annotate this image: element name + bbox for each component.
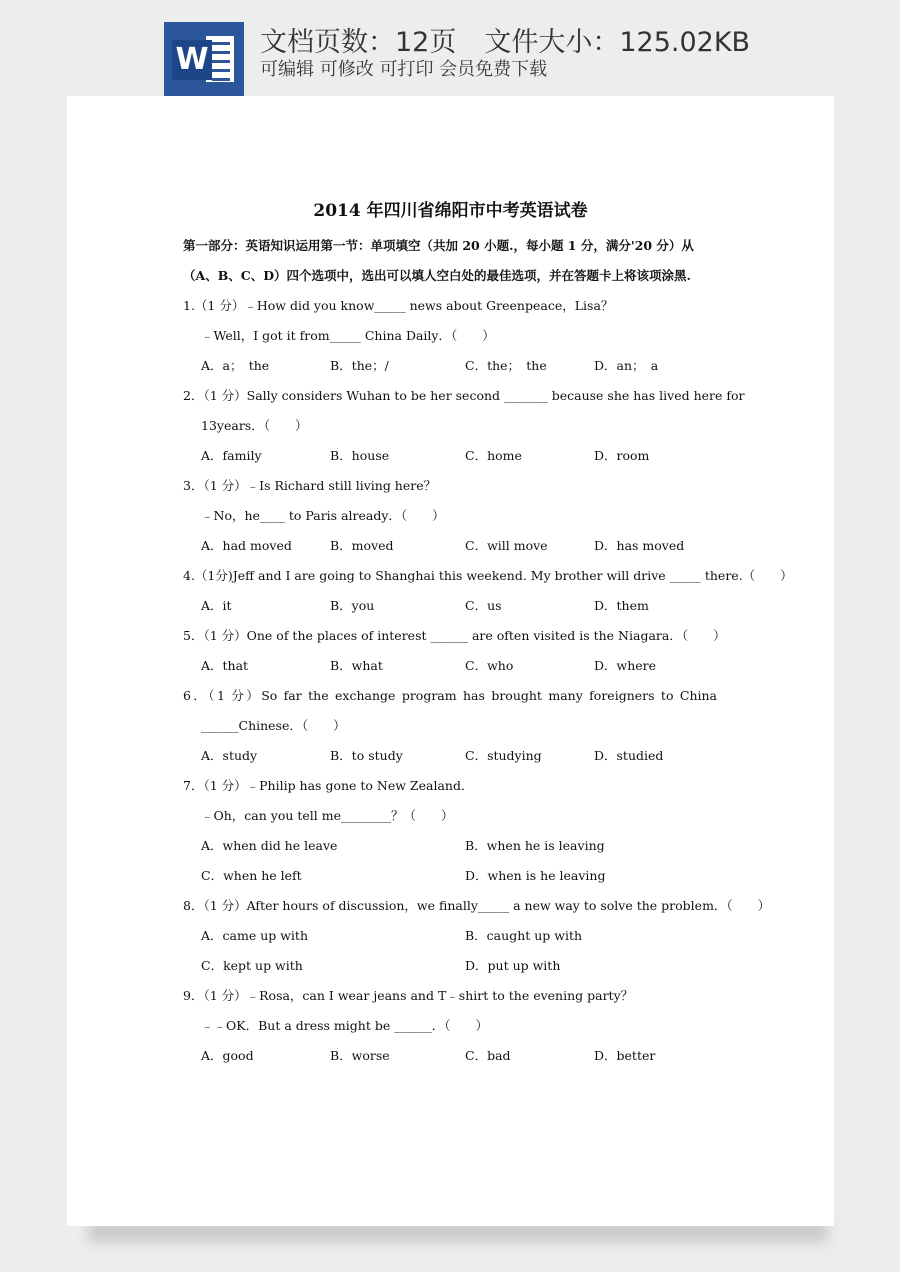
question-6-stem-cont: ______Chinese．（ ） [201,718,346,733]
question-3-option-c: C．will move [465,538,548,553]
question-2-option-a: A．family [201,448,262,463]
question-1-option-b: B．the；/ [330,358,389,373]
question-6-option-d: D．studied [594,748,664,763]
question-9-reply: ﹣﹣OK．But a dress might be ______．（ ） [201,1018,488,1033]
question-2-stem-cont: 13years．（ ） [201,418,308,433]
question-3-stem: 3．（1 分）﹣Is Richard still living here？ [183,478,437,493]
question-7-stem: 7．（1 分）﹣Philip has gone to New Zealand． [183,778,474,793]
question-2-option-d: D．room [594,448,650,463]
file-size-label: 文件大小：125.02KB [484,27,751,58]
question-1-reply: ﹣Well，I got it from_____ China Daily．（ ） [201,328,495,343]
question-7-option-c: C．when he left [201,868,302,883]
question-9-option-a: A．good [201,1048,254,1063]
question-5-option-a: A．that [201,658,249,673]
word-document-icon: W [164,22,244,96]
question-3-option-a: A．had moved [201,538,292,553]
question-6-option-a: A．study [201,748,258,763]
question-9-option-d: D．better [594,1048,656,1063]
question-6-option-c: C．studying [465,748,542,763]
question-2-option-c: C．home [465,448,522,463]
question-4-option-d: D．them [594,598,649,613]
question-4-option-c: C．us [465,598,502,613]
question-8-stem: 8．（1 分）After hours of discussion，we finally_____ a new way to solve the problem．（ ） [183,898,771,913]
feature-tags: 可编辑 可修改 可打印 会员免费下载 [260,59,548,80]
question-9-option-c: C．bad [465,1048,511,1063]
question-3-reply: ﹣No，he____ to Paris already．（ ） [201,508,445,523]
question-5-stem: 5．（1 分）One of the places of interest ______ are often visited is the Niagara．（ ） [183,628,726,643]
question-8-option-d: D．put up with [465,958,561,973]
document-title: 2014 年四川省绵阳市中考英语试卷 [313,201,588,221]
question-1-option-a: A．a； the [201,358,270,373]
question-1-option-c: C．the； the [465,358,547,373]
question-9-option-b: B．worse [330,1048,390,1063]
question-6-stem: 6．（1 分）So far the exchange program has brought many foreigners to China [183,688,717,703]
question-5-option-d: D．where [594,658,657,673]
section-instructions-line-2: （A、B、C、D）四个选项中，选出可以填人空白处的最佳选项，并在答题卡上将该项涂黑. [183,268,691,283]
document-page [67,96,834,1226]
page-count-label: 文档页数：12页 [260,27,457,58]
question-1-option-d: D．an； a [594,358,659,373]
question-4-stem: 4.（1分)Jeff and I are going to Shanghai this weekend. My brother will drive _____ there.（ ） [183,568,793,583]
question-9-stem: 9．（1 分）﹣Rosa，can I wear jeans and T﹣shirt to the evening party？ [183,988,634,1003]
question-7-option-a: A．when did he leave [201,838,338,853]
question-7-option-d: D．when is he leaving [465,868,606,883]
question-1-stem: 1.（1 分）﹣How did you know_____ news about Greenpeace，Lisa？ [183,298,614,313]
question-7-reply: ﹣Oh，can you tell me________？（ ） [201,808,454,823]
question-3-option-d: D．has moved [594,538,685,553]
question-2-stem: 2．（1 分）Sally considers Wuhan to be her second _______ because she has lived here for [183,388,745,403]
section-instructions-line-1: 第一部分：英语知识运用第一节：单项填空（共加 20 小题.，每小题 1 分，满分'20 分）从 [183,238,694,253]
question-7-option-b: B．when he is leaving [465,838,605,853]
question-5-option-c: C．who [465,658,514,673]
download-header [0,0,900,100]
question-8-option-a: A．came up with [201,928,309,943]
question-5-option-b: B．what [330,658,383,673]
question-3-option-b: B．moved [330,538,394,553]
question-2-option-b: B．house [330,448,390,463]
question-6-option-b: B．to study [330,748,403,763]
question-4-option-b: B．you [330,598,375,613]
question-8-option-c: C．kept up with [201,958,303,973]
question-4-option-a: A．it [201,598,232,613]
question-8-option-b: B．caught up with [465,928,583,943]
